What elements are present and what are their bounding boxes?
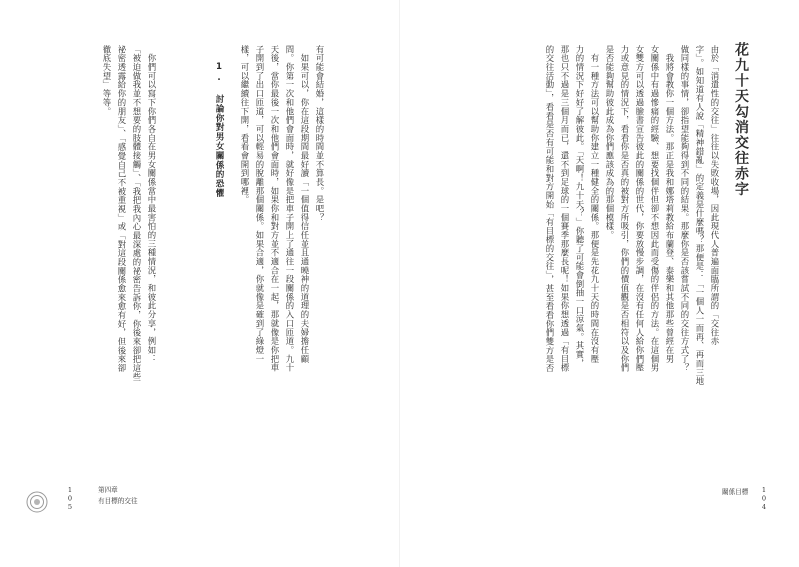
paragraph-line: 我將會教你一個方法。那正是我和娜塔莉教給布蘭登、泰樂和其他那些曾經在男 — [665, 45, 675, 364]
paragraph-line: 你們可以寫下你們各自在男女關係當中最害怕的三種情況，和彼此分享，例如： — [147, 45, 157, 364]
paragraph-line: 祕密透露給你的朋友」、「感覺自己不被重視」或「對這段關係愈來愈有好，但後來卻 — [117, 45, 127, 373]
chapter-title: 有目標的交往 — [98, 497, 138, 505]
folio-right — [722, 488, 748, 496]
chapter-label: 第四章 — [98, 486, 118, 494]
paragraph-line: 有可能會結婚，這樣的時間並不算長。是吧？ — [315, 45, 325, 222]
page-number-105: 105 — [66, 486, 74, 512]
paragraph-line: 做同樣的事情，卻指望能夠得到不同的結果。那麼你是否該嘗試不同的交往方式了？ — [680, 45, 690, 373]
folio-left — [98, 486, 138, 505]
paragraph-line: 由於「消遣性的交往」往往以失敗收場，因此現代人普遍面臨所謂的「交往赤 — [710, 45, 720, 346]
page-number-104: 104 — [760, 486, 768, 512]
paragraph-line: 字」。如知道有人說「精神錯亂」的定義是什麼嗎？那便是：「一個人一而再、再而三地 — [695, 45, 705, 386]
paragraph-line: 子開到了出口匝道，可以輕易的脫離那個關係。如果合適，你就像是確到了綠燈一 — [255, 45, 265, 364]
paragraph-line: 那也只不過是三個月而已，還不到足球的一個賽季那麼長呢！如果你想透過「有目標 — [560, 45, 570, 373]
paragraph-line: 問。你第一次和他們會面時，就好像是把車子開上了通往一段關係的入口匝道。九十 — [285, 45, 295, 373]
circle-ornament-icon — [26, 491, 48, 513]
chapter-section-title: 花九十天勾消交往赤字 — [733, 42, 749, 197]
paragraph-line: 是否能夠幫助彼此成為你們應該成為的那個模樣。 — [605, 45, 615, 240]
paragraph-line: 徹底失望」等等。 — [102, 45, 112, 116]
right-page — [400, 0, 799, 567]
paragraph-line: 的交往活動」，看看是否有可能和對方開始「有目標的交往」，甚至看看你們雙方是否 — [545, 45, 555, 373]
paragraph-line: 力或意見的情況下，看看你是否真的被對方所吸引，你們的價值觀是否相符以及你們 — [620, 45, 630, 373]
paragraph-line: 如果可以，你在這段期間最好讀「一個值得信任並且通曉神的道理的夫婦擔任顧 — [300, 45, 310, 364]
folio-label: 關係目標 — [722, 488, 749, 496]
section-heading: 1. 討論你對男女關係的恐懼 — [214, 62, 224, 198]
left-page — [0, 0, 399, 567]
paragraph-line: 力的情況下好好了解彼此。「天啊！九十天？」你聽了可能會倒抽一口涼氣。其實， — [575, 45, 585, 368]
paragraph-line: 女關係中有過慘痛的經驗、想要找個伴但卻不想因此而受傷的伴侶的方法。在這個男 — [650, 45, 660, 373]
paragraph-line: 女雙方可以透過臉書宣告彼此的關係的世代，你要放慢步調，在沒有任何人給你們壓 — [635, 45, 645, 373]
paragraph-line: 「被迫做我並不想要的肢體接觸」、「我把我內心最深處的祕密告訴你，你後來卻把這些 — [132, 45, 142, 382]
paragraph-line: 有一種方法可以幫助你建立一種健全的關係。那便是先花九十天的時間在沒有壓 — [590, 45, 600, 364]
paragraph-line: 天後，當你最後一次和他們會面時，如果你和對方並不適合在一起，那就像是你把車 — [270, 45, 280, 373]
paragraph-line: 樣，可以繼續往下開，看看會開到哪裡。 — [240, 45, 250, 205]
